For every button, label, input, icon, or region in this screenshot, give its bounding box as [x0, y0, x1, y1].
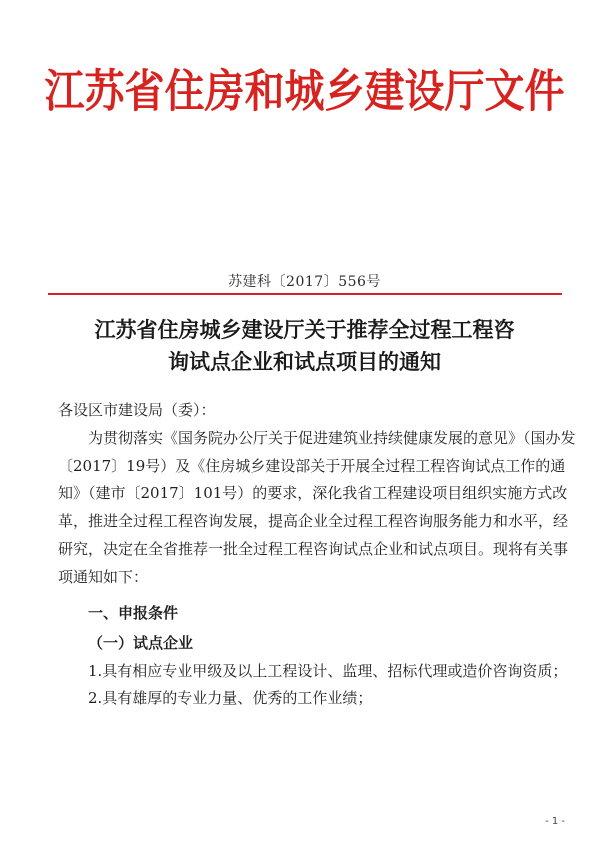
document-header-title: 江苏省住房和城乡建设厅文件 — [44, 66, 565, 118]
condition-item-2: 2.具有雄厚的专业力量、优秀的工作业绩； — [88, 689, 373, 708]
document-body — [58, 397, 578, 713]
notice-title-line-2: 询试点企业和试点项目的通知 — [168, 350, 441, 374]
page-number: - 1 - — [545, 816, 565, 827]
red-divider-line — [48, 293, 562, 295]
notice-title — [40, 314, 569, 378]
salutation: 各设区市建设局（委）： — [58, 401, 216, 419]
subsection-heading-1: （一）试点企业 — [88, 633, 194, 652]
document-number: 苏建科〔2017〕556号 — [228, 274, 381, 290]
condition-item-1: 1.具有相应专业甲级及以上工程设计、监理、招标代理或造价咨询资质； — [88, 661, 568, 680]
section-heading-1: 一、申报条件 — [88, 603, 179, 622]
notice-title-line-1: 江苏省住房城乡建设厅关于推荐全过程工程咨 — [94, 318, 515, 342]
body-paragraph-1: 为贯彻落实《国务院办公厅关于促进建筑业持续健康发展的意见》（国办发〔2017〕19号）及《住房城乡建设部关于开展全过程工程咨询试点工作的通知》（建市〔2017〕101号）的要求，深化我省工程建设项目组织实施方式改革，推进全过程工程咨询发展，提高企业全过程工程咨询服务能力和水平，经研究，决定在全省推荐一批全过程工程咨询试点企业和试点项目。现将有关事项通知如下： — [58, 428, 576, 586]
